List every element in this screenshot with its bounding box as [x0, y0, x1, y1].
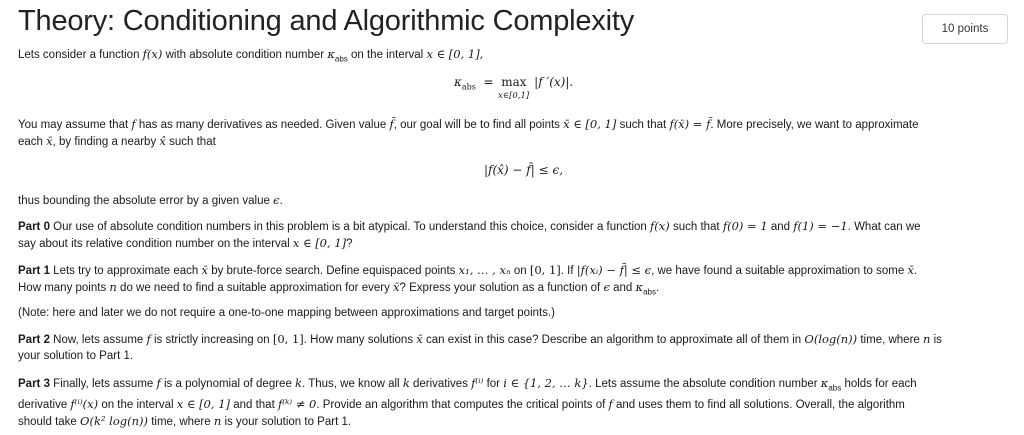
points-badge: 10 points: [922, 14, 1008, 44]
intro-paragraph: Lets consider a function f(x) with absolute condition number $\kappa_{abs}$ on the interval x ∈ [0, 1],: [18, 47, 484, 64]
error-bound-equation: |f(x̂) − f̄| ≤ ϵ,: [484, 163, 564, 177]
part-2: Part 2 Now, lets assume f is strictly increasing on [0, 1]. How many solutions x̄ can exist in this case? Describe an algorithm to approximate all of them in O(log(n)) time, where n is your solution to Part 1.: [18, 332, 942, 362]
bounding-sentence: thus bounding the absolute error by a given value ϵ.: [18, 193, 283, 207]
note: (Note: here and later we do not require a one-to-one mapping between approximations and target points.): [18, 307, 555, 319]
condition-number-equation: $\kappa_{abs} = \max |f$ ′(x)|.: [454, 75, 574, 92]
part-3: Part 3 Finally, lets assume f is a polynomial of degree k. Thus, we know all k derivatives f⁽ⁱ⁾ for i ∈ {1, 2, … k}. Lets assume the absolute condition number $\kappa_{abs}$ holds for each derivative f⁽ⁱ⁾(x) on the interval x ∈ [0, 1] and that f⁽ᵏ⁾ ≠ 0. Provide an algorithm that computes the critical points of f and uses them to find all solutions. Overall, the algorithm should take O(k² log(n)) time, where n is your solution to Part 1.: [18, 376, 917, 429]
part-0: Part 0 Our use of absolute condition numbers in this problem is a bit atypical. To understand this choice, consider a function f(x) such that f(0) = 1 and f(1) = −1. What can we say about its relative condition number on the interval x ∈ [0, 1]?: [18, 219, 921, 250]
page-title: Theory: Conditioning and Algorithmic Complexity: [18, 5, 635, 37]
max-subscript: x∈[0,1]: [498, 91, 530, 101]
assume-paragraph: You may assume that f has as many derivatives as needed. Given value f̄, our goal will be to find all points x̄ ∈ [0, 1] such that f(x̄) = f̄. More precisely, we want to approximate each x̄, by finding a nearby x̂ such that: [18, 117, 919, 148]
part-1: Part 1 Lets try to approximate each x̄ by brute-force search. Define equispaced points x₁, … , xₙ on [0, 1]. If |f(xᵢ) − f̄| ≤ ϵ, we have found a suitable approximation to some x̄. How many points n do we need to find a suitable approximation for every x̄? Express your solution as a function of ϵ and $\kappa_{abs}$.: [18, 263, 918, 297]
